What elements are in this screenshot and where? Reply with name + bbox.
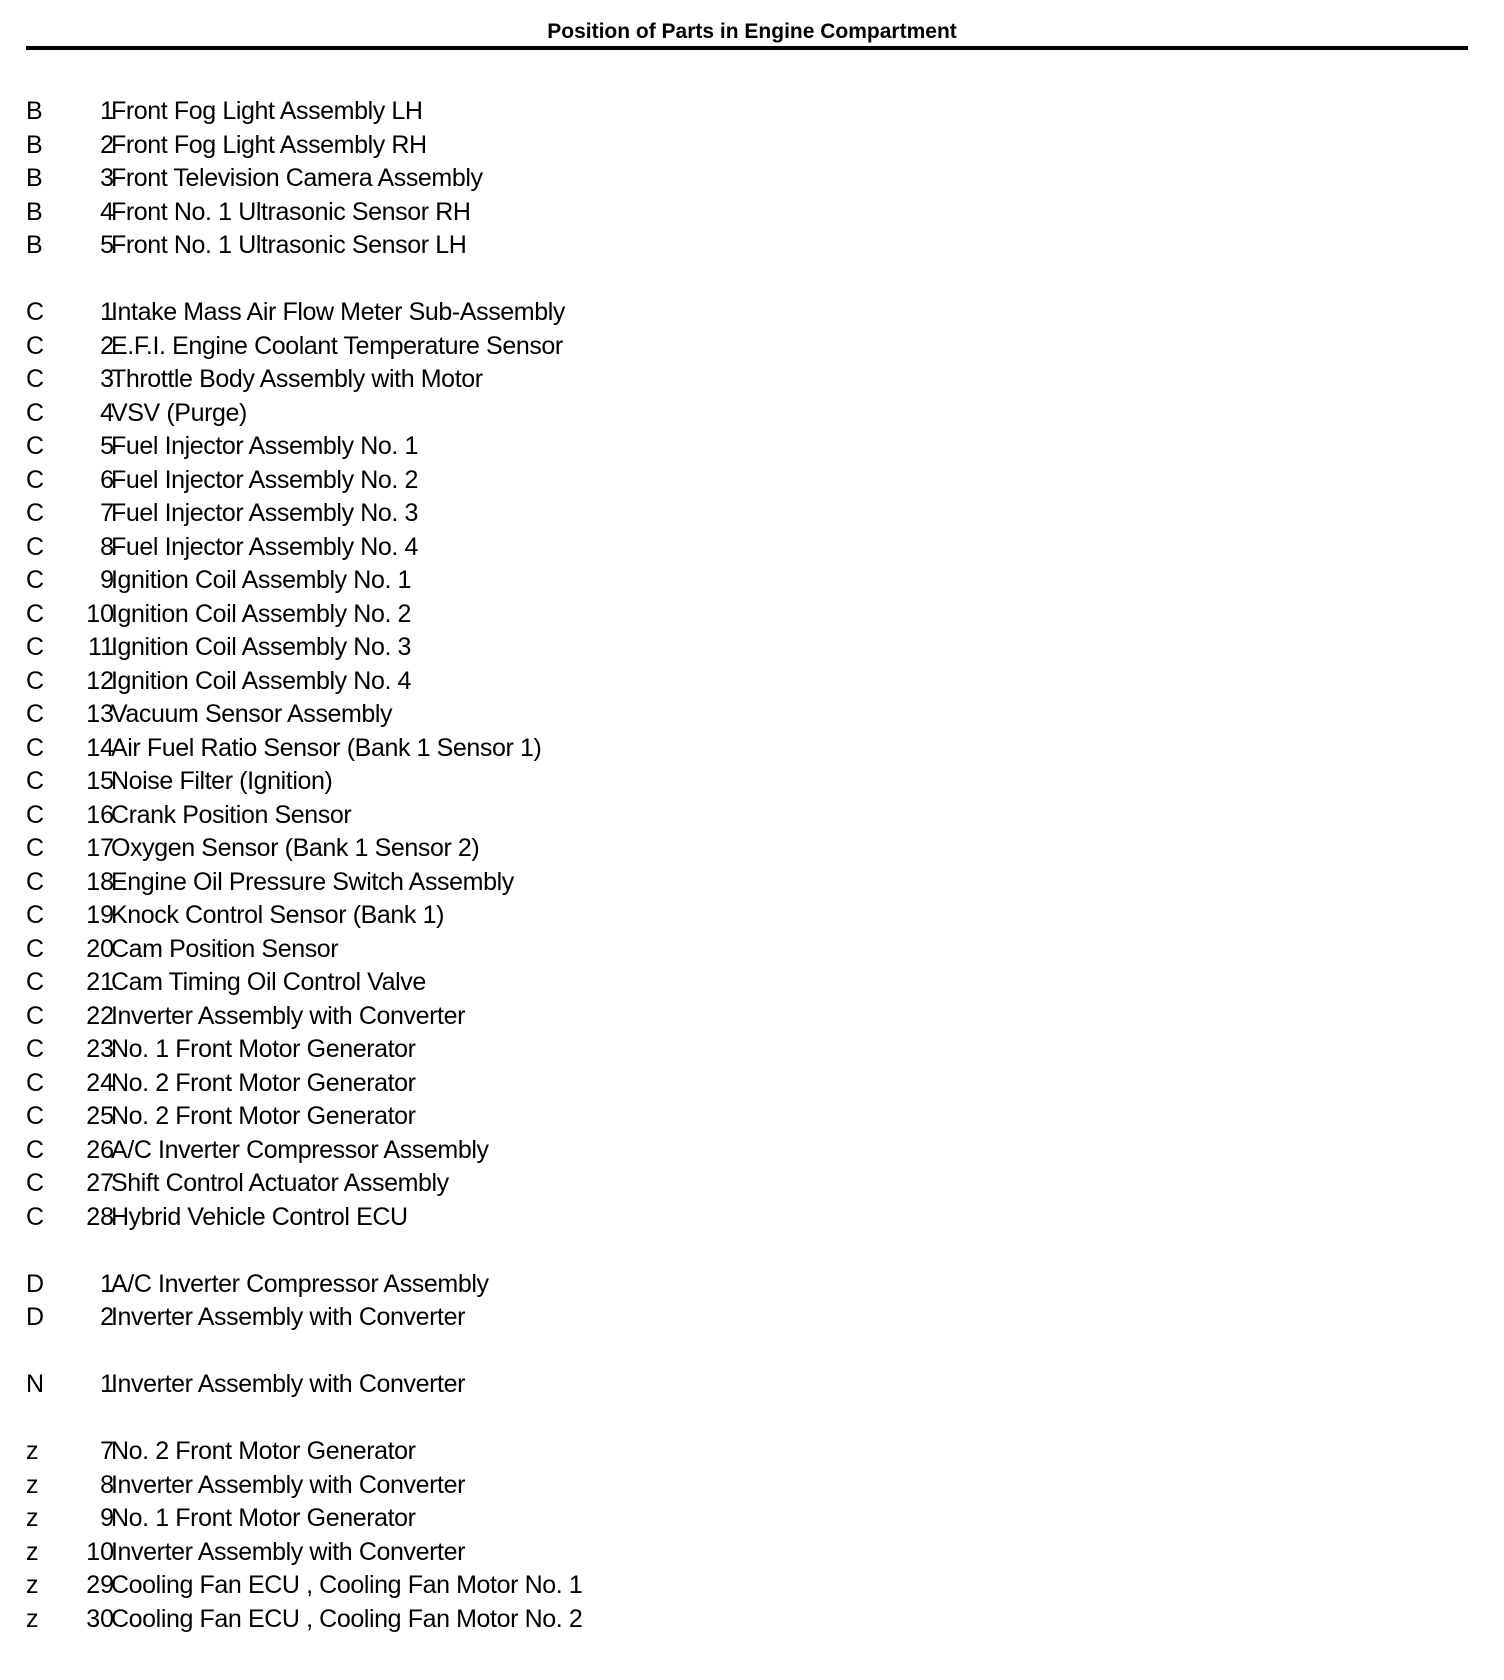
part-row	[26, 1100, 1466, 1134]
part-number: 6	[100, 465, 114, 494]
connector-code: N	[26, 1370, 45, 1398]
connector-code: C	[26, 1135, 45, 1164]
part-number: 15	[86, 767, 114, 795]
part-name: Ignition Coil Assembly No. 2	[111, 599, 412, 628]
connector-code: C	[26, 365, 45, 393]
part-row	[26, 564, 1466, 598]
connector-code: C	[26, 432, 45, 460]
part-number: 21	[86, 968, 114, 996]
part-row	[26, 966, 1466, 1000]
part-name: Front No. 1 Ultrasonic Sensor LH	[111, 231, 467, 259]
part-number: 4	[100, 398, 114, 427]
part-number: 16	[86, 800, 114, 829]
connector-code: z	[26, 1504, 39, 1532]
connector-code: C	[26, 834, 45, 862]
part-name: Vacuum Sensor Assembly	[111, 700, 393, 728]
part-number: 3	[100, 365, 114, 393]
part-name: Ignition Coil Assembly No. 4	[111, 666, 412, 695]
connector-code: B	[26, 130, 43, 159]
part-number: 4	[100, 197, 114, 226]
part-number: 26	[86, 1135, 114, 1164]
part-row	[26, 129, 1466, 163]
part-name: Inverter Assembly with Converter	[111, 1470, 465, 1499]
part-row	[26, 1368, 1466, 1402]
part-row	[26, 1033, 1466, 1067]
part-name: Fuel Injector Assembly No. 1	[111, 432, 418, 460]
connector-code: C	[26, 331, 45, 360]
connector-code: B	[26, 197, 43, 226]
part-number: 7	[100, 1437, 114, 1465]
part-number: 3	[100, 164, 114, 192]
part-number: 1	[100, 1370, 114, 1398]
part-name: Front Fog Light Assembly RH	[111, 130, 427, 159]
part-row	[26, 899, 1466, 933]
part-row	[26, 698, 1466, 732]
part-row	[26, 162, 1466, 196]
connector-code: C	[26, 298, 45, 326]
part-name: Inverter Assembly with Converter	[111, 1537, 465, 1566]
part-name: Inverter Assembly with Converter	[111, 1001, 465, 1030]
parts-group-b	[26, 95, 1466, 263]
connector-code: C	[26, 1001, 45, 1030]
part-number: 2	[100, 130, 114, 159]
part-row	[26, 866, 1466, 900]
parts-group-c	[26, 296, 1466, 1234]
part-name: No. 1 Front Motor Generator	[111, 1504, 416, 1532]
part-row	[26, 1603, 1466, 1637]
part-row	[26, 397, 1466, 431]
connector-code: C	[26, 666, 45, 695]
part-number: 29	[86, 1571, 114, 1599]
part-row	[26, 1167, 1466, 1201]
part-number: 20	[86, 934, 114, 963]
part-row	[26, 296, 1466, 330]
part-row	[26, 531, 1466, 565]
page-title: Position of Parts in Engine Compartment	[547, 20, 957, 43]
part-number: 11	[88, 633, 114, 661]
connector-code: z	[26, 1571, 39, 1599]
connector-code: B	[26, 164, 43, 192]
part-name: Cooling Fan ECU , Cooling Fan Motor No. 1	[111, 1571, 583, 1599]
connector-code: C	[26, 800, 45, 829]
connector-code: B	[26, 97, 43, 125]
connector-code: C	[26, 767, 45, 795]
part-number: 22	[86, 1001, 114, 1030]
part-number: 28	[86, 1202, 114, 1231]
part-row	[26, 1502, 1466, 1536]
part-number: 30	[86, 1604, 114, 1633]
part-name: Ignition Coil Assembly No. 1	[111, 566, 412, 594]
part-name: Oxygen Sensor (Bank 1 Sensor 2)	[111, 834, 480, 862]
part-name: Shift Control Actuator Assembly	[111, 1169, 449, 1197]
part-name: No. 2 Front Motor Generator	[111, 1437, 416, 1465]
part-name: Fuel Injector Assembly No. 3	[111, 499, 418, 527]
part-name: No. 1 Front Motor Generator	[111, 1035, 416, 1063]
part-number: 17	[86, 834, 114, 862]
part-row	[26, 665, 1466, 699]
part-name: Intake Mass Air Flow Meter Sub-Assembly	[111, 298, 565, 326]
connector-code: C	[26, 532, 45, 561]
part-name: Cam Timing Oil Control Valve	[111, 968, 426, 996]
part-row	[26, 497, 1466, 531]
part-name: No. 2 Front Motor Generator	[111, 1068, 416, 1097]
part-row	[26, 631, 1466, 665]
part-row	[26, 430, 1466, 464]
connector-code: C	[26, 1035, 45, 1063]
parts-group-d	[26, 1268, 1466, 1335]
part-name: Noise Filter (Ignition)	[111, 767, 333, 795]
part-row	[26, 832, 1466, 866]
part-name: Fuel Injector Assembly No. 4	[111, 532, 418, 561]
part-number: 10	[86, 1537, 114, 1566]
connector-code: C	[26, 1202, 45, 1231]
part-name: Front Fog Light Assembly LH	[111, 97, 423, 125]
part-row	[26, 95, 1466, 129]
part-number: 13	[86, 700, 114, 728]
part-number: 12	[86, 666, 114, 695]
part-row	[26, 1435, 1466, 1469]
parts-group-n	[26, 1368, 1466, 1402]
part-row	[26, 330, 1466, 364]
part-name: Inverter Assembly with Converter	[111, 1370, 465, 1398]
part-row	[26, 229, 1466, 263]
part-number: 7	[100, 499, 114, 527]
part-number: 8	[100, 1470, 114, 1499]
part-name: Fuel Injector Assembly No. 2	[111, 465, 418, 494]
part-row	[26, 363, 1466, 397]
part-name: Front Television Camera Assembly	[111, 164, 483, 192]
part-number: 27	[86, 1169, 114, 1197]
part-row	[26, 1000, 1466, 1034]
part-row	[26, 765, 1466, 799]
title-underline	[26, 46, 1468, 50]
part-name: Inverter Assembly with Converter	[111, 1303, 465, 1331]
connector-code: C	[26, 733, 45, 762]
part-row	[26, 1569, 1466, 1603]
part-name: Cam Position Sensor	[111, 934, 339, 963]
connector-code: C	[26, 934, 45, 963]
part-row	[26, 1301, 1466, 1335]
part-name: A/C Inverter Compressor Assembly	[111, 1269, 489, 1298]
part-number: 24	[86, 1068, 114, 1097]
parts-list	[26, 95, 1466, 1670]
part-row	[26, 196, 1466, 230]
part-row	[26, 464, 1466, 498]
part-name: A/C Inverter Compressor Assembly	[111, 1135, 489, 1164]
part-row	[26, 1469, 1466, 1503]
connector-code: C	[26, 1102, 45, 1130]
part-name: VSV (Purge)	[111, 398, 247, 427]
connector-code: z	[26, 1604, 39, 1633]
part-row	[26, 799, 1466, 833]
connector-code: C	[26, 599, 45, 628]
part-name: Cooling Fan ECU , Cooling Fan Motor No. 2	[111, 1604, 583, 1633]
part-number: 2	[100, 1303, 114, 1331]
connector-code: D	[26, 1269, 45, 1298]
part-number: 25	[86, 1102, 114, 1130]
part-row	[26, 1201, 1466, 1235]
part-name: No. 2 Front Motor Generator	[111, 1102, 416, 1130]
part-name: Ignition Coil Assembly No. 3	[111, 633, 412, 661]
part-row	[26, 1536, 1466, 1570]
part-row	[26, 933, 1466, 967]
connector-code: C	[26, 1169, 45, 1197]
connector-code: C	[26, 566, 45, 594]
connector-code: C	[26, 499, 45, 527]
connector-code: C	[26, 398, 45, 427]
connector-code: B	[26, 231, 43, 259]
part-number: 18	[86, 867, 114, 896]
part-row	[26, 732, 1466, 766]
part-row	[26, 1268, 1466, 1302]
part-number: 8	[100, 532, 114, 561]
part-number: 23	[86, 1035, 114, 1063]
part-name: Air Fuel Ratio Sensor (Bank 1 Sensor 1)	[111, 733, 542, 762]
connector-code: C	[26, 633, 45, 661]
connector-code: C	[26, 700, 45, 728]
connector-code: C	[26, 867, 45, 896]
part-row	[26, 1134, 1466, 1168]
connector-code: C	[26, 968, 45, 996]
part-number: 1	[100, 97, 114, 125]
part-name: Hybrid Vehicle Control ECU	[111, 1202, 408, 1231]
connector-code: z	[26, 1470, 39, 1499]
connector-code: z	[26, 1437, 39, 1465]
part-name: Crank Position Sensor	[111, 800, 352, 829]
part-number: 10	[86, 599, 114, 628]
connector-code: z	[26, 1537, 39, 1566]
connector-code: D	[26, 1303, 45, 1331]
part-number: 1	[100, 298, 114, 326]
parts-group-z	[26, 1435, 1466, 1636]
part-number: 9	[100, 566, 114, 594]
part-number: 9	[100, 1504, 114, 1532]
part-number: 14	[86, 733, 114, 762]
part-number: 1	[100, 1269, 114, 1298]
part-row	[26, 598, 1466, 632]
part-name: E.F.I. Engine Coolant Temperature Sensor	[111, 331, 563, 360]
connector-code: C	[26, 1068, 45, 1097]
part-name: Knock Control Sensor (Bank 1)	[111, 901, 445, 929]
connector-code: C	[26, 465, 45, 494]
part-number: 5	[100, 231, 114, 259]
part-name: Throttle Body Assembly with Motor	[111, 365, 483, 393]
part-number: 5	[100, 432, 114, 460]
connector-code: C	[26, 901, 45, 929]
part-name: Front No. 1 Ultrasonic Sensor RH	[111, 197, 471, 226]
part-row	[26, 1067, 1466, 1101]
part-number: 2	[100, 331, 114, 360]
part-name: Engine Oil Pressure Switch Assembly	[111, 867, 514, 896]
part-number: 19	[86, 901, 114, 929]
